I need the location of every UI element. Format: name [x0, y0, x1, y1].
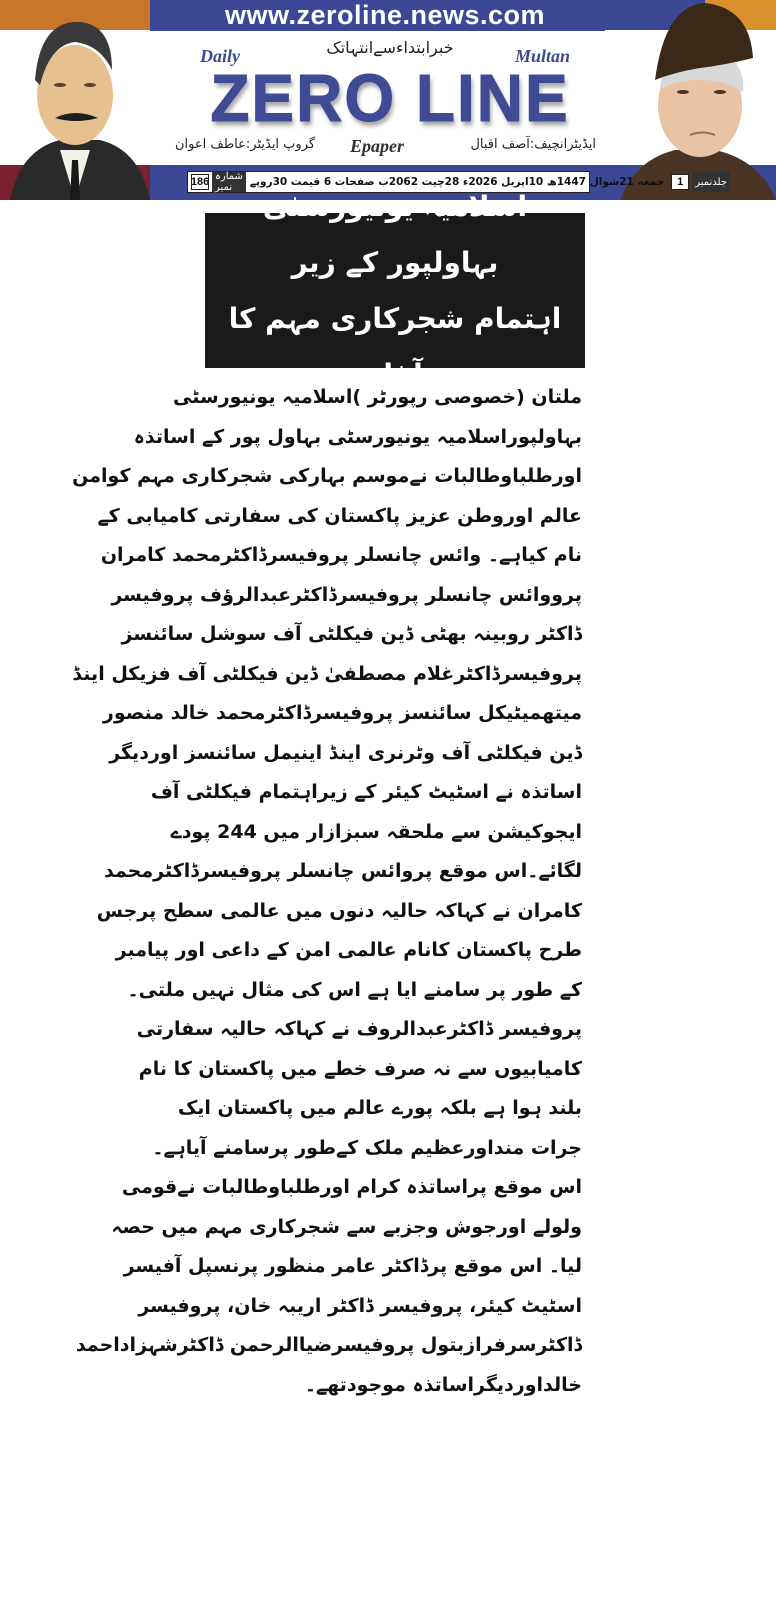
article-line: ولولے اورجوش وجزبے سے شجرکاری مہم میں حصہ: [111, 1215, 582, 1238]
article-line: ڈین فیکلٹی آف وٹرنری اینڈ اینیمل سائنسز اوردیگر: [109, 741, 582, 764]
article-line: میتھمیٹیکل سائنسز پروفیسرڈاکٹرمحمد خالد منصور: [102, 702, 582, 724]
article-line: ملتان (خصوصی رپورٹر )اسلامیہ یونیورسٹی: [173, 386, 582, 408]
article-body: [72, 378, 582, 1405]
portrait-left-image: [0, 0, 150, 200]
article-line: کامیابیوں سے نہ صرف خطے میں پاکستان کا نام: [138, 1057, 582, 1080]
group-editor: گروپ ایڈیٹر:عاطف اعوان: [175, 137, 316, 152]
website-url[interactable]: www.zeroline.news.com: [150, 0, 620, 31]
headline-line: اسلامیہ یونیورسٹی بہاولپور کے زیر: [262, 189, 528, 279]
headline-line: اہتمام شجرکاری مہم کا آغاز: [228, 301, 562, 391]
city-label: Multan: [515, 46, 571, 66]
article-line: اس موقع پراساتذہ کرام اورطلباوطالبات نےقومی: [121, 1176, 582, 1198]
article-line: بہاولپوراسلامیہ یونیورسٹی بہاول پور کے اساتذہ: [133, 425, 582, 448]
portrait-right-image: [605, 0, 776, 200]
volume-number: 1: [671, 174, 689, 190]
epaper-label: Epaper: [350, 136, 404, 156]
article-line: پروفیسرڈاکٹرغلام مصطفیٰ ڈین فیکلٹی آف فزیکل اینڈ: [72, 662, 582, 685]
issue-number: 186: [190, 176, 210, 188]
portrait-allama-iqbal-icon: [0, 0, 150, 200]
article-line: کامران نے کہاکہ حالیہ دنوں میں عالمی سطح پرجس: [96, 899, 582, 922]
article-line: ڈاکٹرسرفرازبتول پروفیسرضیاالرحمن ڈاکٹرشہزاداحمد: [75, 1334, 582, 1356]
masthead: [0, 0, 776, 200]
article-headline: [205, 189, 585, 391]
article-line: اساتذہ نے اسٹیٹ کیئر کے زیراہتمام فیکلٹی آف: [150, 781, 582, 803]
article-line: لگائے۔اس موقع پروائس چانسلر پروفیسرڈاکٹرمحمد: [103, 860, 582, 882]
daily-label: Daily: [200, 46, 240, 66]
article-line: اسٹیٹ کیئر، پروفیسر ڈاکٹر اریبہ خان، پروفیسر: [138, 1294, 582, 1317]
volume-label: جلدنمبر: [692, 172, 730, 192]
editor-in-chief: ایڈیٹرانچیف:آصف اقبال: [470, 137, 596, 152]
masthead-tagline: خبرابتداءسےانتہاتک: [326, 38, 454, 57]
article-line: اورطلباوطالبات نےموسم بہارکی شجرکاری مہم کوامن: [72, 465, 582, 487]
article-line: ڈاکٹر روبینہ بھٹی ڈین فیکلٹی آف سوشل سائنسز: [121, 623, 582, 645]
article-line: جرات منداورعظیم ملک کےطور پرسامنے آیاہے۔: [152, 1136, 582, 1159]
issue-label: شمارہ نمبر: [212, 172, 246, 192]
article-line: پروفیسر ڈاکٹرعبدالروف نے کہاکہ حالیہ سفارتی: [136, 1018, 582, 1040]
article-line: بلند ہوا ہے بلکہ پورے عالم میں پاکستان ایک: [177, 1097, 582, 1119]
article-line: عالم اوروطن عزیز پاکستان کی سفارتی کامیابی کے: [97, 504, 582, 527]
issue-date-text: جمعہ 21شوال 1447ھ 10اپریل 2026ء 28چیت 2062ب صفحات 6 قیمت 30روپے: [249, 176, 665, 188]
article-line: نام کیاہے۔ وائس چانسلر پروفیسرڈاکٹرمحمد کامران: [100, 544, 582, 566]
article-line: کے طور پر سامنے ایا ہے اس کی مثال نہیں ملتی۔: [127, 978, 582, 1001]
article-line: پرووائس چانسلر پروفیسرڈاکٹرعبدالرؤف پروفیسر: [111, 583, 582, 606]
article-line: طرح پاکستان کانام عالمی امن کے داعی اور پیامبر: [115, 939, 582, 961]
newspaper-logo[interactable]: ZERO LINE: [210, 60, 570, 136]
portrait-quaid-e-azam-icon: [605, 0, 776, 200]
article-line: خالداوردیگراساتذہ موجودتھے۔: [304, 1373, 582, 1396]
article-line: لیا۔ اس موقع پرڈاکٹر عامر منظور پرنسپل آفیسر: [123, 1255, 582, 1277]
article-line: ایجوکیشن سے ملحقہ سبزازار میں 244 پودے: [170, 820, 582, 843]
